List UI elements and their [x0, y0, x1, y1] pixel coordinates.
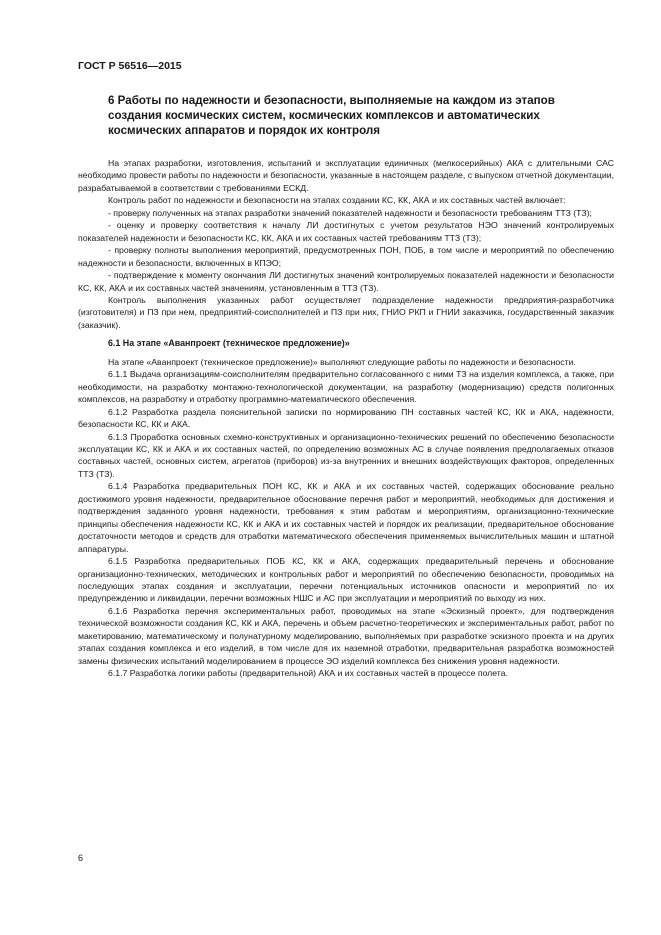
document-body	[78, 157, 614, 680]
subsection-title: 6.1 На этапе «Аванпроект (техническое предложение)»	[108, 338, 350, 349]
clause: 6.1.1 Выдача организациям-соисполнителям предварительно согласованного с ними ТЗ на изделия комплекса, а также, при необходимости, на разработку монтажно-технологической документации, на разработку (модернизацию) средств полигонных комплексов, на разработку и отработку программно-математического обеспечения.	[78, 369, 614, 405]
clause: 6.1.5 Разработка предварительных ПОБ КС, КК и АКА, содержащих предварительный перечень и обоснование организационно-технических, методических и контрольных работ и мероприятий по обеспечению безопасности, проводимых на последующих этапах создания и эксплуатации, перечни потенциальных источников опасности и мероприятий по их предупреждению и ликвидации, перечни возможных НШС и АС при эксплуатации и мероприятий по выходу из них.	[78, 556, 614, 604]
list-item: - подтверждение к моменту окончания ЛИ достигнутых значений контролируемых показателей надежности и безопасности КС, КК, АКА и их составных частей значениям, установленным в ТТЗ (ТЗ).	[78, 270, 614, 293]
list-item: - проверку полученных на этапах разработки значений показателей надежности и безопасности требованиям ТТЗ (ТЗ);	[108, 207, 592, 218]
section-title: 6 Работы по надежности и безопасности, выполняемые на каждом из этапов создания космических систем, космических комплексов и автоматических космических аппаратов и порядок их контроля	[108, 94, 555, 137]
list-item: - проверку полноты выполнения мероприятий, предусмотренных ПОН, ПОБ, в том числе и мероприятий по обеспечению надежности и безопасности, включенных в КПЭО;	[78, 245, 614, 268]
clause: 6.1.4 Разработка предварительных ПОН КС, КК и АКА и их составных частей, содержащих обоснование реально достижимого уровня надежности, предварительное обоснование перечня работ и мероприятий, необходимых для достижения и подтверждения заданного уровня надежности, требования к этим работам и мероприятиям, организационно-технические принципы обеспечения надежности КС, КК и АКА и их составных частей и порядок их реализации, предварительное обоснование достаточности методов и средств для отработки математического обеспечения применяемых вычислительных машин и штатной аппаратуры.	[78, 481, 614, 554]
clause: 6.1.6 Разработка перечня экспериментальных работ, проводимых на этапе «Эскизный проект», для подтверждения технической возможности создания КС, КК и АКА, перечень и объем расчетно-теоретических и экспериментальных работ, работ по макетированию, математическому и полунатурному моделированию, выполняемых при разработке эскизного проекта и на других этапах создания комплекса и его изделий, в том числе для их наземной отработки, предварительная разработка возможностей замены физических испытаний моделированием в процессе ЭО изделий комплекса без снижения уровня надежности.	[78, 605, 614, 666]
paragraph: Контроль выполнения указанных работ осуществляет подразделение надежности предприятия-разработчика (изготовителя) и ПЗ при нем, предприятий-соисполнителей и ПЗ при них, ГНИО РКП и ГНИИ заказчика, государственный заказчик (заказчик).	[78, 294, 614, 330]
page-number: 6	[78, 853, 84, 863]
document-header: ГОСТ Р 56516—2015	[78, 60, 182, 72]
paragraph: Контроль работ по надежности и безопасности на этапах создании КС, КК, АКА и их составных частей включает:	[108, 195, 566, 206]
clause: 6.1.7 Разработка логики работы (предварительной) АКА и их составных частей в процессе полета.	[108, 668, 508, 679]
list-item: - оценку и проверку соответствия к началу ЛИ достигнутых с учетом результатов НЭО значений контролируемых показателей надежности и безопасности КС, КК, АКА и их составных частей требованиям ТТЗ (ТЗ);	[78, 220, 614, 243]
paragraph: На этапе «Аванпроект (техническое предложение)» выполняют следующие работы по надежности и безопасности.	[108, 356, 576, 367]
clause: 6.1.3 Проработка основных схемно-конструктивных и организационно-технических решений по обеспечению безопасности эксплуатации КС, КК и АКА и их составных частей, по определению возможных АС в случае появления предполагаемых отказов составных частей, основных систем, агрегатов (приборов) из-за внутренних и внешних воздействующих факторов, определенных ТТЗ (ТЗ).	[78, 431, 614, 479]
paragraph: На этапах разработки, изготовления, испытаний и эксплуатации единичных (мелкосерийных) АКА с длительными САС необходимо провести работы по надежности и безопасности, указанные в настоящем разделе, с выпуском отчетной документации, разрабатываемой в соответствии с требованиями ЕСКД.	[78, 158, 614, 193]
clause: 6.1.2 Разработка раздела пояснительной записки по нормированию ПН составных частей КС, КК и АКА, надежности, безопасности КС, КК и АКА.	[78, 406, 614, 430]
